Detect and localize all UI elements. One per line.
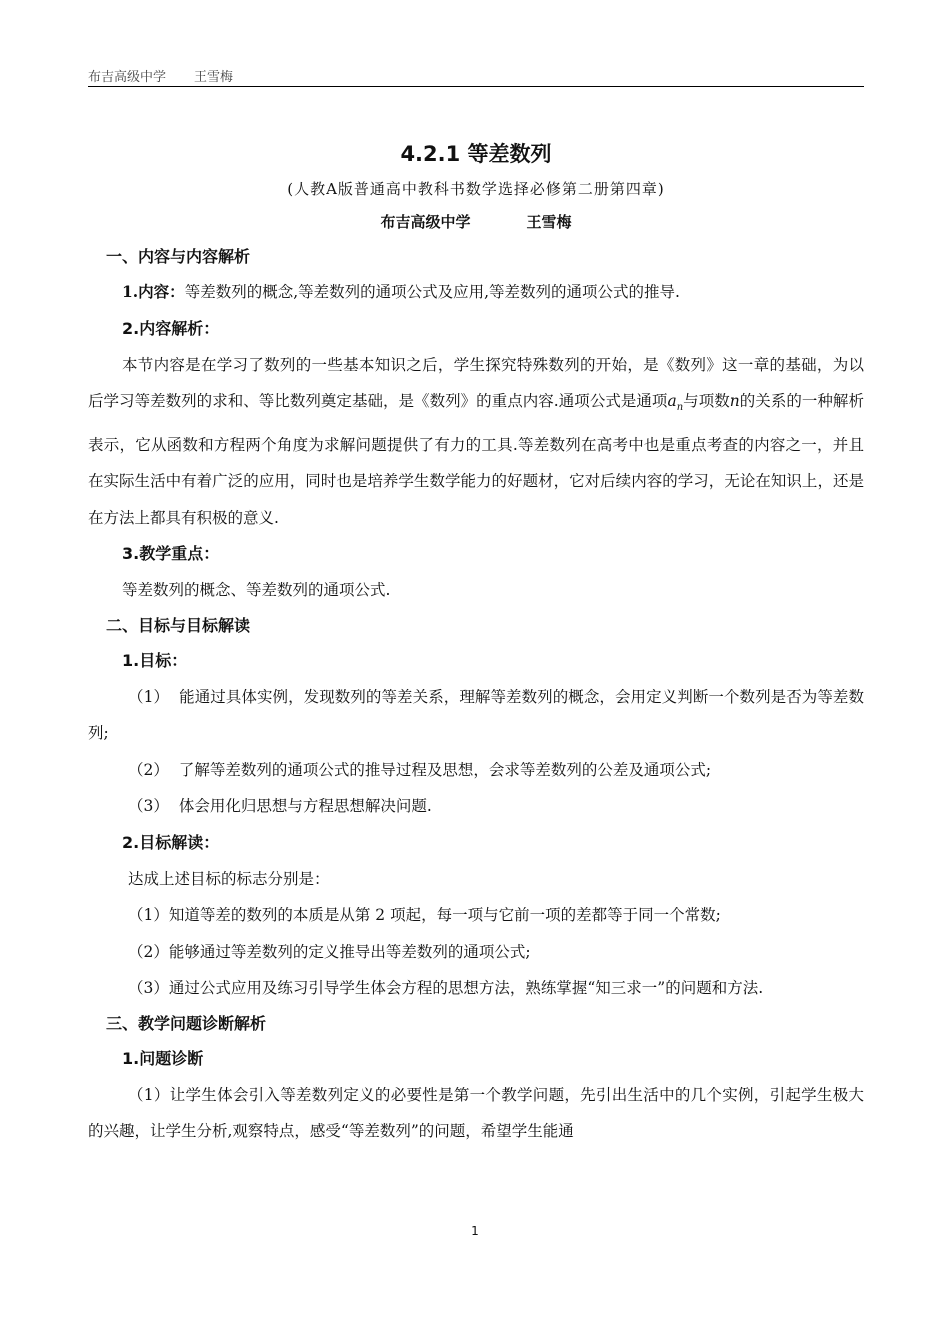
document-body	[88, 130, 864, 1150]
byline-school: 布吉高级中学	[380, 213, 471, 231]
analysis-p2b: 与项数	[683, 392, 730, 410]
page-header	[88, 66, 864, 87]
header-author: 王雪梅	[194, 70, 234, 85]
document-subtitle: (人教A版普通高中教科书数学选择必修第二册第四章)	[287, 180, 665, 198]
diag-label: 1.问题诊断	[122, 1048, 204, 1068]
document-byline	[88, 204, 864, 240]
section2-heading: 二、目标与目标解读	[106, 615, 251, 635]
var-n: n	[729, 392, 740, 410]
section3-heading: 三、教学问题诊断解析	[106, 1013, 267, 1033]
analysis-p2c: 的关系的一种解析表示，它从函数和方程两个角度为求解问题提供了有力的工具.等差数列在高考中也是重点考查的内容之一，并且在实际生活中有着广泛的应用，同时也是培养学生数学能力的好题材，它对后续内容的学习，无论在知识上，还是在方法上都具有积极的意义.	[88, 392, 864, 527]
analysis-paragraph	[88, 347, 864, 537]
analysis-p1: 本节内容是在学习了数列的一些基本知识之后，学生探究特殊数列的开始，是《数列》这一章的基础，为以后学习等差数列的求和、等比数列奠定基础，是《数列》的重点内容.	[88, 355, 864, 410]
key-text: 等差数列的概念、等差数列的通项公式.	[122, 581, 391, 600]
key-label: 3.教学重点：	[122, 544, 220, 564]
interp-2: （2）能够通过等差数列的定义推导出等差数列的通项公式;	[128, 942, 531, 961]
content-label: 1.内容：	[122, 282, 185, 301]
goal-2: （2） 了解等差数列的通项公式的推导过程及思想，会求等差数列的公差及通项公式;	[128, 760, 712, 779]
interp-1: （1）知道等差的数列的本质是从第 2 项起，每一项与它前一项的差都等于同一个常数;	[128, 906, 721, 925]
goal-3: （3） 体会用化归思想与方程思想解决问题.	[128, 797, 432, 816]
interp-3: （3）通过公式应用及练习引导学生体会方程的思想方法，熟练掌握“知三求一”的问题和方法.	[128, 979, 764, 998]
interp-label: 2.目标解读：	[122, 832, 220, 852]
analysis-p2a: 通项公式是通项	[558, 392, 668, 410]
interp-intro: 达成上述目标的标志分别是：	[128, 869, 330, 888]
page-number: 1	[471, 1224, 479, 1238]
var-an: $a_n$	[667, 392, 684, 414]
analysis-label: 2.内容解析：	[122, 318, 220, 338]
document-title: 4.2.1 等差数列	[400, 142, 552, 166]
header-school: 布吉高级中学	[88, 70, 167, 85]
byline-author: 王雪梅	[526, 213, 572, 231]
diag-paragraph: （1）让学生体会引入等差数列定义的必要性是第一个教学问题，先引出生活中的几个实例，引起学生极大的兴趣，让学生分析,观察特点，感受“等差数列”的问题，希望学生能通	[88, 1085, 864, 1141]
goal-label: 1.目标：	[122, 650, 188, 670]
content-line	[88, 274, 864, 311]
content-text: 等差数列的概念,等差数列的通项公式及应用,等差数列的通项公式的推导.	[184, 283, 680, 301]
goal-1: （1） 能通过具体实例，发现数列的等差关系，理解等差数列的概念，会用定义判断一个数列是否为等差数列;	[88, 687, 864, 743]
section1-heading: 一、内容与内容解析	[106, 247, 251, 266]
